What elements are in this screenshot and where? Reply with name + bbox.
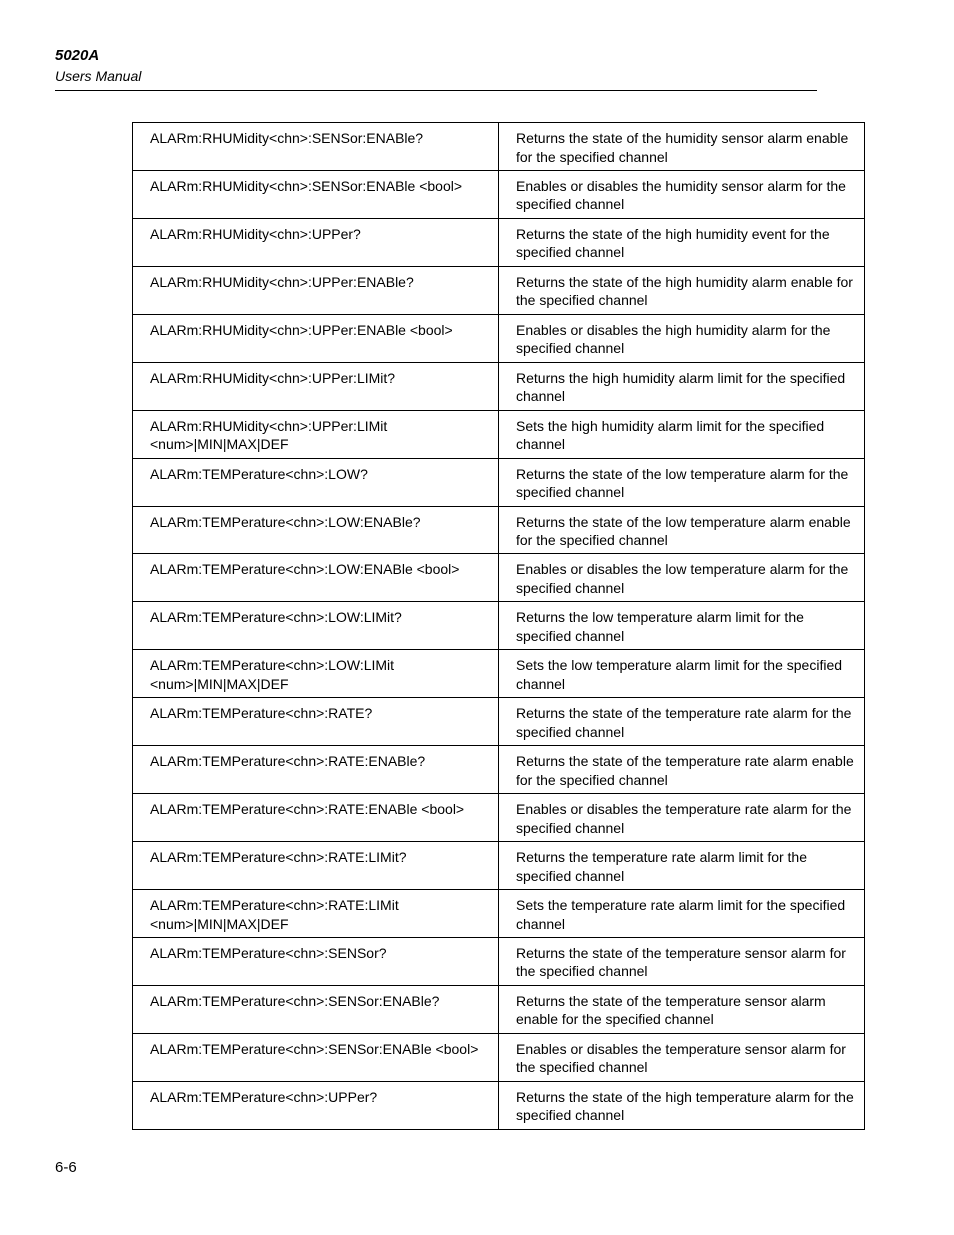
command-cell: ALARm:RHUMidity<chn>:UPPer?: [133, 218, 499, 266]
table-row: [133, 266, 865, 314]
description-cell: Returns the state of the temperature sensor alarm enable for the specified channel: [499, 985, 865, 1033]
command-table-body: [133, 123, 865, 1130]
table-row: [133, 410, 865, 458]
command-cell: ALARm:RHUMidity<chn>:SENSor:ENABle <bool>: [133, 170, 499, 218]
table-row: [133, 362, 865, 410]
command-cell: ALARm:TEMPerature<chn>:RATE:ENABle <bool>: [133, 794, 499, 842]
document-subtitle: Users Manual: [55, 68, 142, 84]
description-cell: Returns the high humidity alarm limit for the specified channel: [499, 362, 865, 410]
description-cell: Enables or disables the low temperature alarm for the specified channel: [499, 554, 865, 602]
table-row: [133, 937, 865, 985]
description-cell: Sets the temperature rate alarm limit for the specified channel: [499, 890, 865, 938]
table-row: [133, 458, 865, 506]
table-row: [133, 123, 865, 171]
description-cell: Returns the state of the low temperature alarm enable for the specified channel: [499, 506, 865, 554]
table-row: [133, 1033, 865, 1081]
description-cell: Sets the low temperature alarm limit for the specified channel: [499, 650, 865, 698]
table-row: [133, 554, 865, 602]
table-row: [133, 650, 865, 698]
command-cell: ALARm:TEMPerature<chn>:LOW?: [133, 458, 499, 506]
command-cell: ALARm:TEMPerature<chn>:LOW:LIMit?: [133, 602, 499, 650]
description-cell: Enables or disables the temperature sensor alarm for the specified channel: [499, 1033, 865, 1081]
description-cell: Enables or disables the temperature rate alarm for the specified channel: [499, 794, 865, 842]
description-cell: Sets the high humidity alarm limit for the specified channel: [499, 410, 865, 458]
description-cell: Returns the low temperature alarm limit for the specified channel: [499, 602, 865, 650]
page-number: 6-6: [55, 1159, 77, 1176]
table-row: [133, 602, 865, 650]
table-row: [133, 890, 865, 938]
table-row: [133, 794, 865, 842]
description-cell: Returns the state of the low temperature alarm for the specified channel: [499, 458, 865, 506]
command-cell: ALARm:TEMPerature<chn>:RATE?: [133, 698, 499, 746]
command-cell: ALARm:TEMPerature<chn>:LOW:ENABle <bool>: [133, 554, 499, 602]
table-row: [133, 1081, 865, 1129]
command-cell: ALARm:TEMPerature<chn>:UPPer?: [133, 1081, 499, 1129]
command-cell: ALARm:TEMPerature<chn>:SENSor:ENABle <bool>: [133, 1033, 499, 1081]
command-cell: ALARm:RHUMidity<chn>:SENSor:ENABle?: [133, 123, 499, 171]
description-cell: Returns the temperature rate alarm limit for the specified channel: [499, 842, 865, 890]
table-row: [133, 314, 865, 362]
description-cell: Returns the state of the temperature rate alarm for the specified channel: [499, 698, 865, 746]
command-cell: ALARm:TEMPerature<chn>:RATE:ENABle?: [133, 746, 499, 794]
table-row: [133, 842, 865, 890]
command-cell: ALARm:RHUMidity<chn>:UPPer:LIMit <num>|MIN|MAX|DEF: [133, 410, 499, 458]
table-row: [133, 506, 865, 554]
command-cell: ALARm:RHUMidity<chn>:UPPer:ENABle?: [133, 266, 499, 314]
command-cell: ALARm:TEMPerature<chn>:SENSor?: [133, 937, 499, 985]
command-cell: ALARm:TEMPerature<chn>:SENSor:ENABle?: [133, 985, 499, 1033]
description-cell: Returns the state of the humidity sensor alarm enable for the specified channel: [499, 123, 865, 171]
table-row: [133, 985, 865, 1033]
command-cell: ALARm:TEMPerature<chn>:RATE:LIMit <num>|MIN|MAX|DEF: [133, 890, 499, 938]
description-cell: Enables or disables the high humidity alarm for the specified channel: [499, 314, 865, 362]
command-cell: ALARm:RHUMidity<chn>:UPPer:ENABle <bool>: [133, 314, 499, 362]
command-cell: ALARm:TEMPerature<chn>:LOW:ENABle?: [133, 506, 499, 554]
page-header: [55, 46, 817, 91]
description-cell: Returns the state of the high temperature alarm for the specified channel: [499, 1081, 865, 1129]
table-row: [133, 746, 865, 794]
description-cell: Enables or disables the humidity sensor alarm for the specified channel: [499, 170, 865, 218]
description-cell: Returns the state of the temperature sensor alarm for the specified channel: [499, 937, 865, 985]
command-cell: ALARm:TEMPerature<chn>:LOW:LIMit <num>|MIN|MAX|DEF: [133, 650, 499, 698]
command-cell: ALARm:RHUMidity<chn>:UPPer:LIMit?: [133, 362, 499, 410]
table-row: [133, 698, 865, 746]
command-cell: ALARm:TEMPerature<chn>:RATE:LIMit?: [133, 842, 499, 890]
table-row: [133, 218, 865, 266]
description-cell: Returns the state of the temperature rate alarm enable for the specified channel: [499, 746, 865, 794]
description-cell: Returns the state of the high humidity event for the specified channel: [499, 218, 865, 266]
description-cell: Returns the state of the high humidity alarm enable for the specified channel: [499, 266, 865, 314]
document-model: 5020A: [55, 47, 100, 64]
command-table: [132, 122, 865, 1130]
table-row: [133, 170, 865, 218]
